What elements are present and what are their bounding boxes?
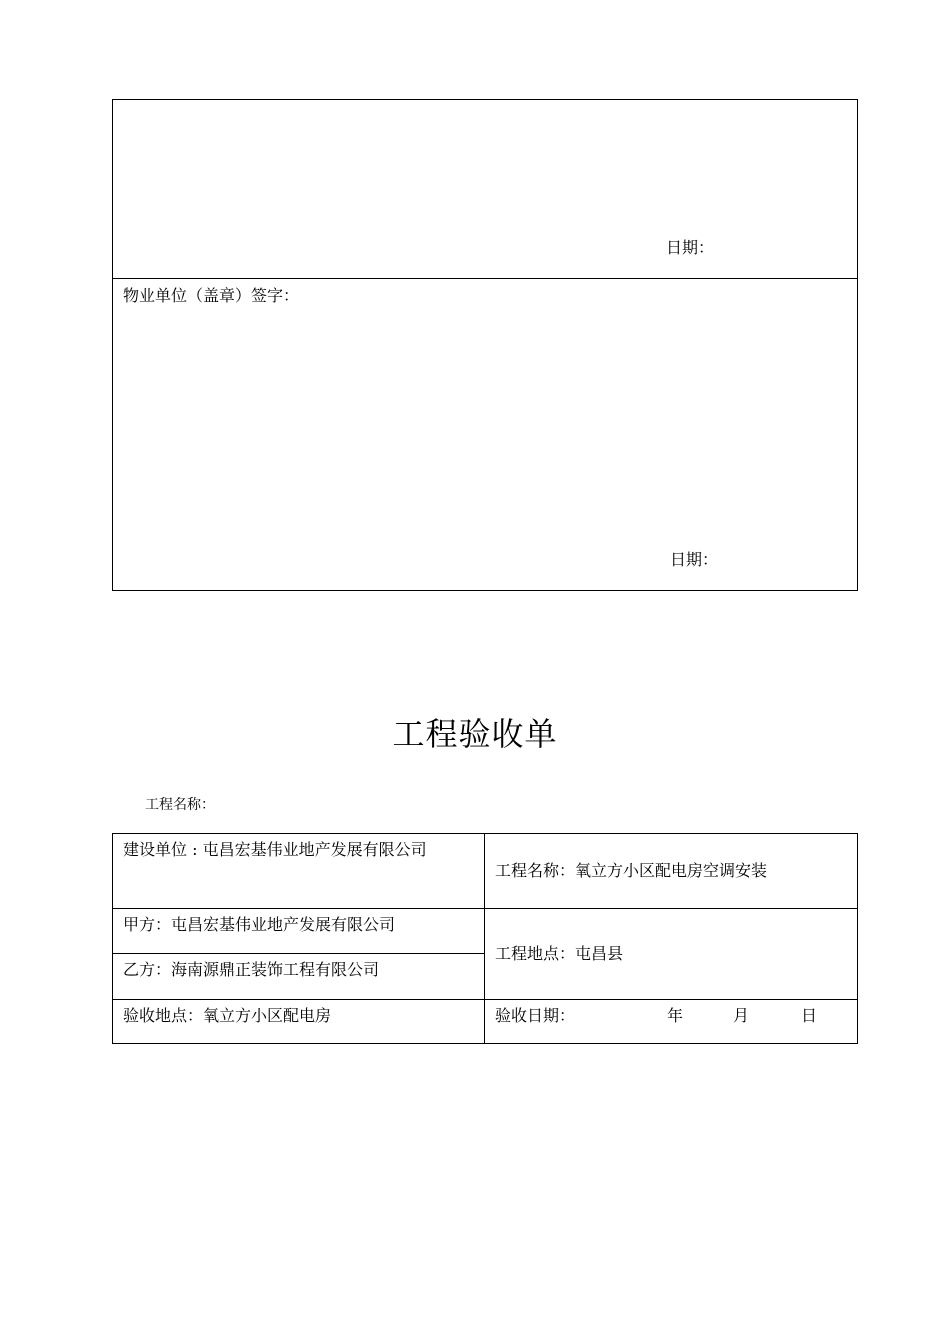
day-label: 日	[801, 1006, 818, 1025]
project-name-label: 工程名称：	[145, 797, 215, 813]
document-title: 工程验收单	[392, 715, 558, 753]
party-b-cell: 乙方：海南源鼎正装饰工程有限公司	[123, 960, 380, 979]
party-a-cell: 甲方：屯昌宏基伟业地产发展有限公司	[123, 915, 396, 934]
signature-cell-top	[113, 100, 857, 279]
acceptance-date-label: 验收日期：	[495, 1006, 576, 1025]
acceptance-table	[112, 833, 858, 1044]
project-name-cell	[485, 834, 857, 908]
acceptance-location-cell: 验收地点：氧立方小区配电房	[123, 1006, 332, 1025]
property-date-label: 日期：	[670, 550, 719, 569]
project-location-cell	[485, 909, 857, 999]
signature-cell-property	[113, 279, 857, 591]
property-signature-label: 物业单位（盖章）签字：	[123, 286, 300, 305]
year-label: 年	[667, 1006, 684, 1025]
top-date-label: 日期：	[666, 238, 715, 257]
acceptance-date-cell	[485, 1000, 857, 1044]
project-name-value: 工程名称：氧立方小区配电房空调安装	[495, 861, 768, 880]
builder-cell: 建设单位 : 屯昌宏基伟业地产发展有限公司	[123, 840, 427, 859]
project-location-value: 工程地点：屯昌县	[495, 944, 624, 963]
month-label: 月	[733, 1006, 750, 1025]
signature-table	[112, 99, 858, 591]
